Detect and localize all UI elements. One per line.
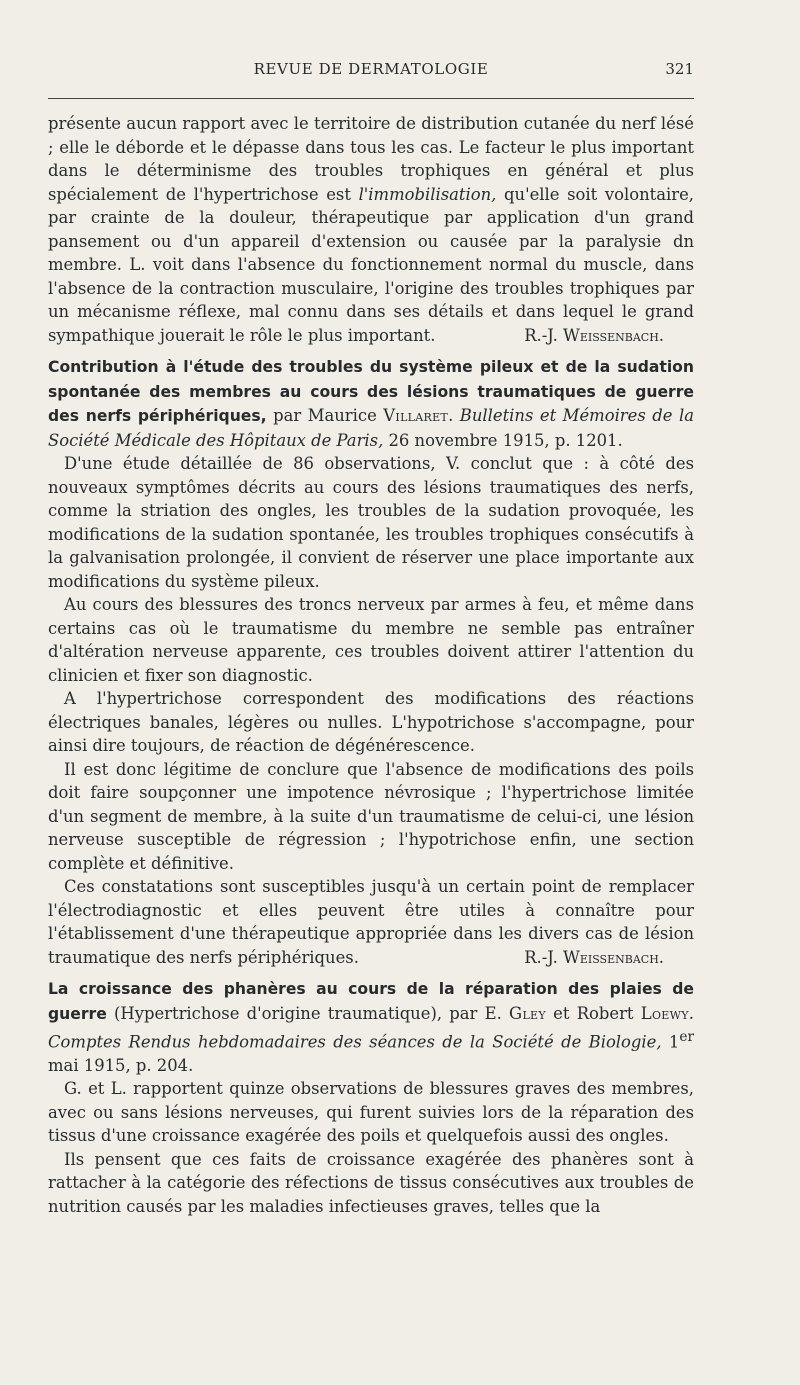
- page-number: 321: [665, 60, 694, 78]
- running-title: REVUE DE DERMATOLOGIE: [253, 60, 489, 78]
- author-name: Loewy: [640, 1003, 689, 1023]
- author-name: Villaret: [383, 406, 449, 425]
- paragraph: Au cours des blessures des troncs nerveux par armes à feu, et même dans certains cas où le traumatisme du membre ne semble pas entraîner d'altération nerveuse apparente, ces troubles doivent attirer l'attention du clinicien et fixer son diagnostic.: [48, 595, 694, 685]
- paragraph: D'une étude détaillée de 86 observations, V. conclut que : à côté des nouveaux symptômes décrits au cours des lésions traumatiques des nerfs, comme la striation des ongles, les troubles de la sudation provoquée, les modifications de la sudation spontanée, les troubles trophiques consécutifs à la galvanisation prolongée, il convient de réserver une place importante aux modifications du système pileux.: [48, 454, 694, 591]
- paragraph: Ils pensent que ces faits de croissance exagérée des phanères sont à rattacher à la catégorie des réfections de tissus consécutives aux troubles de nutrition causés par les maladies infectieuses graves, telles que la: [48, 1149, 694, 1216]
- journal-ref: Bulletins et Mémoires de la Société Médicale des Hôpitaux de Paris,: [48, 406, 694, 450]
- article-heading: Contribution à l'étude des troubles du système pileux et de la sudation spontanée des membres au cours des lésions traumatiques de guerre des nerfs périphériques, par Maurice Villaret. Bulletins et Mémoires de la Société Médicale des Hôpitaux de Paris, 26 novembre 1915, p. 1201.: [48, 358, 694, 450]
- running-header: [48, 58, 694, 99]
- article-heading: La croissance des phanères au cours de la réparation des plaies de guerre (Hypertrichose d'origine traumatique), par E. Gley et Robert Loewy. Comptes Rendus hebdomadaires des séances de la Société de Biologie, 1er mai 1915, p. 204.: [48, 980, 694, 1075]
- paragraph: G. et L. rapportent quinze observations de blessures graves des membres, avec ou sans lésions nerveuses, qui furent suivies lors de la réparation des tissus d'une croissance exagérée des poils et quelquefois aussi des ongles.: [48, 1079, 694, 1146]
- signature: R.-J. Weissenbach.: [524, 947, 664, 967]
- paragraph: Ces constatations sont susceptibles jusqu'à un certain point de remplacer l'électrodiagnostic et elles peuvent être utiles à connaître pour l'établissement d'une thérapeutique appropriée dans les divers cas de lésion traumatique des nerfs périphériques. R.-J. Weissenbach.: [48, 875, 694, 969]
- article-title: Contribution à l'étude des troubles du système pileux et de la sudation spontanée des membres au cours des lésions traumatiques de guerre des nerfs périphériques,: [48, 358, 694, 425]
- article-title: La croissance des phanères au cours de la réparation des plaies de guerre: [48, 980, 694, 1023]
- signature: R.-J. Weissenbach.: [524, 325, 664, 345]
- journal-ref: . Comptes Rendus hebdomadaires des séances de la Société de Biologie,: [48, 1003, 694, 1052]
- body-text: [48, 112, 694, 1218]
- paragraph: A l'hypertrichose correspondent des modifications des réactions électriques banales, légères ou nulles. L'hypotrichose s'accompagne, pour ainsi dire toujours, de réaction de dégénérescence.: [48, 689, 694, 755]
- paragraph: Il est donc légitime de conclure que l'absence de modifications des poils doit faire soupçonner une impotence névrosique ; l'hypertrichose limitée d'un segment de membre, à la suite d'un traumatisme de celui-ci, une lésion nerveuse susceptible de régression ; l'hypotrichose enfin, une section complète et définitive.: [48, 759, 694, 873]
- paragraph: présente aucun rapport avec le territoire de distribution cutanée du nerf lésé ; elle le déborde et le dépasse dans tous les cas. Le facteur le plus important dans le déterminisme des troubles trophiques en général et plus spécialement de l'hypertrichose est l'immobilisation, qu'elle soit volontaire, par crainte de la douleur, thérapeutique par application d'un grand pansement ou d'un appareil d'extension ou causée par la paralysie dn membre. L. voit dans l'absence du fonctionnement normal du muscle, dans l'absence de la contraction musculaire, l'origine des troubles trophiques par un mécanisme réflexe, mal connu dans ses détails et dans lequel le grand sympathique jouerait le rôle le plus important. R.-J. Weissenbach.: [48, 112, 694, 347]
- author-name: Gley: [509, 1003, 546, 1023]
